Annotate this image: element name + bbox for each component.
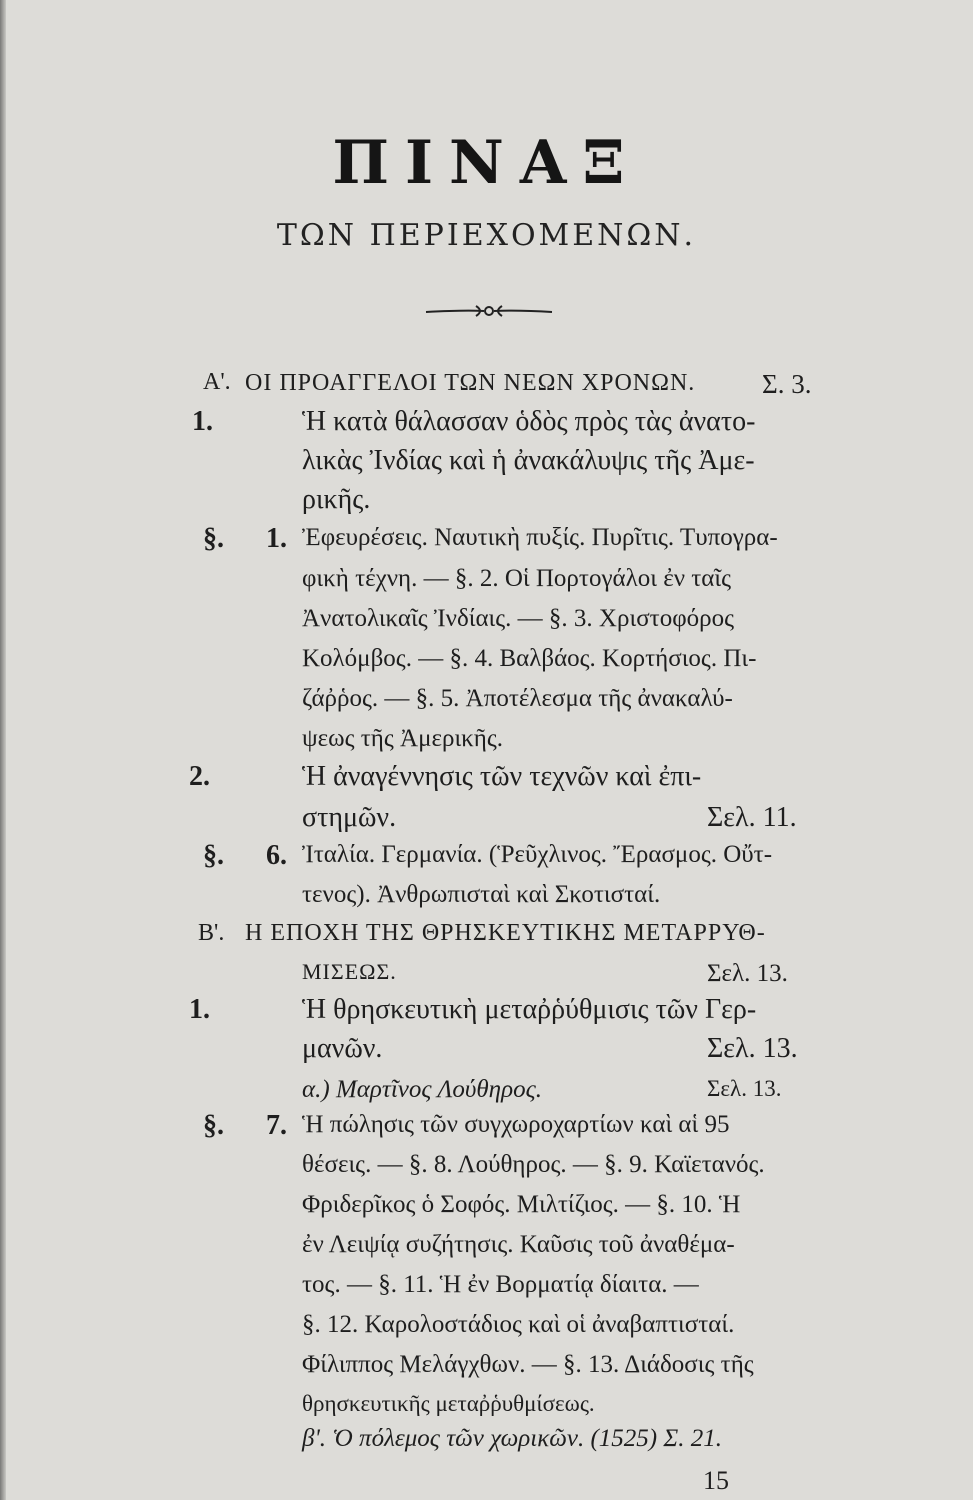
entry-line: ρικῆς.: [302, 484, 371, 515]
chapter-heading-cont: ΜΙΣΕΩΣ.: [302, 959, 397, 984]
entry-line: Ἐφευρέσεις. Ναυτικὴ πυξίς. Πυρῖτις. Τυπογρα-: [302, 524, 778, 551]
paragraph-number: 1.: [266, 523, 287, 554]
section-number: 1.: [192, 406, 213, 437]
entry-line: λικὰς Ἰνδίας καὶ ἡ ἀνακάλυψις τῆς Ἀμε-: [302, 445, 755, 476]
page-reference: Σελ. 13.: [707, 1033, 798, 1064]
section-number: 1.: [189, 994, 210, 1025]
paragraph-number: 7.: [266, 1110, 287, 1141]
ornament-divider-icon: [424, 300, 554, 322]
section-number: 2.: [189, 761, 210, 792]
paragraph-sign: §.: [203, 1110, 224, 1141]
entry-line: Ἡ ἀναγέννησις τῶν τεχνῶν καὶ ἐπι-: [302, 761, 702, 792]
entry-line: θέσεις. — §. 8. Λούθηρος. — §. 9. Καϊετανός.: [302, 1151, 765, 1178]
entry-line: Φίλιππος Μελάγχθων. — §. 13. Διάδοσις τῆς: [302, 1351, 754, 1378]
entry-subheading: β'. Ὁ πόλεμος τῶν χωρικῶν. (1525) Σ. 21.: [302, 1425, 722, 1452]
paragraph-sign: §.: [203, 840, 224, 871]
entry-line: Ἡ πώλησις τῶν συγχωροχαρτίων καὶ αἱ 95: [302, 1111, 730, 1138]
chapter-marker: Α'.: [203, 369, 231, 395]
entry-subheading: α.) Μαρτῖνος Λούθηρος.: [302, 1076, 542, 1103]
entry-line: Φριδερῖκος ὁ Σοφός. Μιλτίζιος. — §. 10. Ἡ: [302, 1191, 741, 1218]
page-reference: Σελ. 11.: [707, 802, 797, 833]
entry-line: Κολόμβος. — §. 4. Βαλβάος. Κορτήσιος. Πι-: [302, 645, 757, 672]
page-number: 15: [703, 1466, 729, 1495]
entry-line: στημῶν.: [302, 802, 397, 833]
page-title: ΠΙΝΑΞ: [332, 128, 641, 198]
entry-line: τενος). Ἀνθρωπισταὶ καὶ Σκοτισταί.: [302, 881, 661, 908]
entry-line: Ἀνατολικαῖς Ἰνδίαις. — §. 3. Χριστοφόρος: [302, 605, 735, 632]
chapter-marker: Β'.: [198, 920, 225, 946]
paragraph-sign: §.: [203, 523, 224, 554]
chapter-heading: Η ΕΠΟΧΗ ΤΗΣ ΘΡΗΣΚΕΥΤΙΚΗΣ ΜΕΤΑΡΡΥΘ-: [245, 920, 766, 946]
entry-line: Ἡ κατὰ θάλασσαν ὁδὸς πρὸς τὰς ἀνατο-: [302, 406, 756, 437]
entry-line: Ἰταλία. Γερμανία. (Ῥεῦχλινος. Ἔρασμος. Οὔτ-: [302, 841, 773, 868]
entry-line: ἐν Λειψίᾳ συζήτησις. Καῦσις τοῦ ἀναθέμα-: [302, 1231, 735, 1258]
page-subtitle: ΤΩΝ ΠΕΡΙΕΧΟΜΕΝΩΝ.: [276, 218, 697, 253]
page-reference: Σελ. 13.: [707, 960, 788, 987]
paragraph-number: 6.: [266, 840, 287, 871]
page-reference: Σ. 3.: [762, 369, 812, 399]
entry-line: Ἡ θρησκευτικὴ μεταῤῥύθμισις τῶν Γερ-: [302, 994, 757, 1025]
page-reference: Σελ. 13.: [707, 1076, 782, 1101]
entry-line: §. 12. Καρολοστάδιος καὶ οἱ ἀναβαπτισταί.: [302, 1311, 735, 1338]
entry-line: μανῶν.: [302, 1033, 383, 1064]
entry-line: ψεως τῆς Ἀμερικῆς.: [302, 725, 504, 752]
entry-line: τος. — §. 11. Ἡ ἐν Βορματίᾳ δίαιτα. —: [302, 1271, 699, 1298]
entry-line: ζάῤῥος. — §. 5. Ἀποτέλεσμα τῆς ἀνακαλύ-: [302, 685, 733, 712]
entry-line: θρησκευτικῆς μεταῤῥυθμίσεως.: [302, 1391, 595, 1416]
chapter-heading: ΟΙ ΠΡΟΑΓΓΕΛΟΙ ΤΩΝ ΝΕΩΝ ΧΡΟΝΩΝ.: [245, 370, 696, 396]
entry-line: φικὴ τέχνη. — §. 2. Οἱ Πορτογάλοι ἐν ταῖς: [302, 565, 732, 592]
